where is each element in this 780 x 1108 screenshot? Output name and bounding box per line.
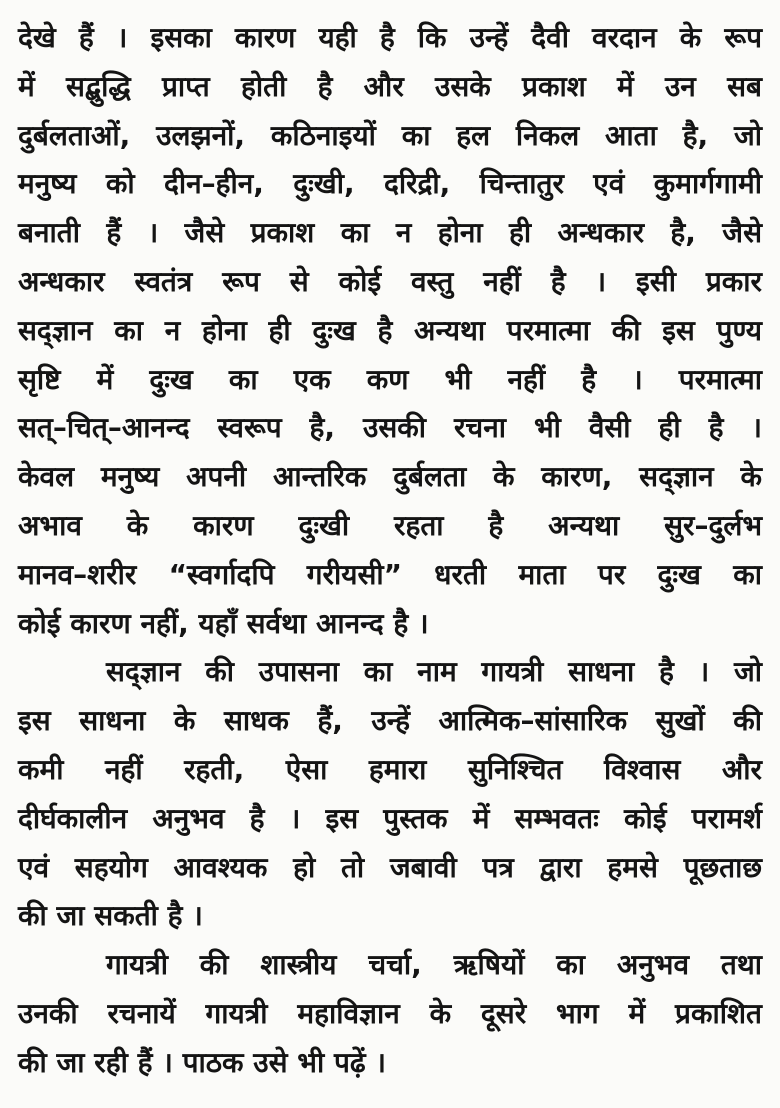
text-line: इस साधना के साधक हैं, उन्हें आत्मिक–सांसारिक सुखों की [18,704,762,738]
text-line: देखे हैं । इसका कारण यही है कि उन्हें दैवी वरदान के रूप [18,21,762,54]
text-line: मनुष्य को दीन–हीन, दुःखी, दरिद्री, चिन्तातुर एवं कुमार्गगामी [18,167,762,201]
document-page [18,14,762,1088]
text-line: दुर्बलताओं, उलझनों, कठिनाइयों का हल निकल आता है, जो [18,118,762,152]
text-line: में सद्बुद्धि प्राप्त होती है और उसके प्रकाश में उन सब [18,69,762,103]
paragraph [18,941,762,1087]
text-line: कोई कारण नहीं, यहाँ सर्वथा आनन्द है । [18,606,429,640]
text-line: की जा सकती है । [18,899,203,933]
paragraph [18,14,762,648]
text-line: केवल मनुष्य अपनी आन्तरिक दुर्बलता के कारण, सद्ज्ञान के [18,460,762,494]
text-line: एवं सहयोग आवश्यक हो तो जबावी पत्र द्वारा हमसे पूछताछ [18,850,762,884]
text-line: कमी नहीं रहती, ऐसा हमारा सुनिश्चित विश्वास और [18,752,762,786]
text-line: उनकी रचनायें गायत्री महाविज्ञान के दूसरे भाग में प्रकाशित [18,996,762,1030]
paragraph [18,648,762,941]
text-line: गायत्री की शास्त्रीय चर्चा, ऋषियों का अनुभव तथा [106,948,762,982]
text-line: अभाव के कारण दुःखी रहता है अन्यथा सुर–दुर्लभ [18,508,762,542]
text-line: दीर्घकालीन अनुभव है । इस पुस्तक में सम्भवतः कोई परामर्श [18,801,762,835]
text-line: सत्–चित्–आनन्द स्वरूप है, उसकी रचना भी वैसी ही है । [18,411,762,445]
text-line: सृष्टि में दुःख का एक कण भी नहीं है । परमात्मा [18,362,762,396]
text-line: अन्धकार स्वतंत्र रूप से कोई वस्तु नहीं है । इसी प्रकार [18,264,762,298]
text-line: मानव–शरीर “स्वर्गादपि गरीयसी” धरती माता पर दुःख का [18,557,762,591]
text-line: बनाती हैं । जैसे प्रकाश का न होना ही अन्धकार है, जैसे [18,216,762,250]
text-line: सद्ज्ञान की उपासना का नाम गायत्री साधना है । जो [106,655,762,689]
text-line: की जा रही हैं । पाठक उसे भी पढ़ें । [18,1045,386,1079]
text-line: सद्ज्ञान का न होना ही दुःख है अन्यथा परमात्मा की इस पुण्य [18,313,762,347]
